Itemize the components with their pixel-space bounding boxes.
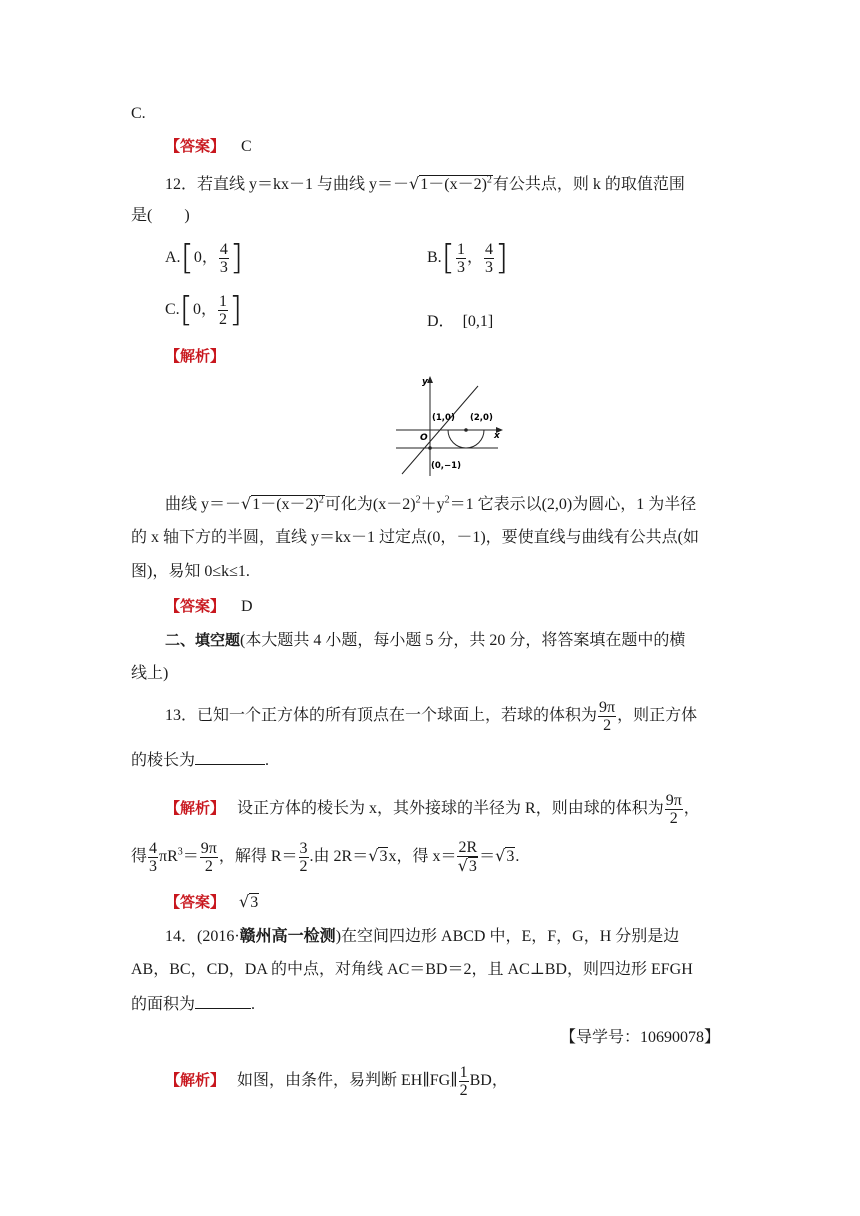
q13-solution-line1: 【解析】 设正方体的棱长为 x，其外接球的半径为 R，则由球的体积为 $\frac{9\pi}{2}$ ， [165,791,700,827]
right-bracket: ] [229,238,244,279]
fraction: $\frac{1}{2}$ [218,292,227,328]
sqrt-icon: √ [409,174,420,193]
q13-answer [165,892,259,913]
option-a [165,238,243,278]
q13-stem-line2: 的棱长为 . [131,752,270,769]
question-number: 12． [165,176,198,193]
answer-value: D [241,598,253,615]
answer-value: C [241,138,252,155]
x-axis-label: x [494,431,500,441]
option-c-line: C. [131,105,146,122]
fraction: $\frac{1}{2}$ [459,1063,468,1099]
fraction: $\frac{1}{3}$ [456,240,465,276]
analysis-label: 【解析】 [165,799,226,817]
stem-text: 若直线 y＝kx－1 与曲线 y＝－ [197,176,410,193]
sqrt-icon: √ [241,494,252,513]
q12-solution-line2: 的 x 轴下方的半圆，直线 y＝kx－1 过定点(0，－1)，要使直线与曲线有公共点(如 [131,529,699,546]
right-bracket: ] [494,238,509,279]
q13-stem-line1: 13．已知一个正方体的所有顶点在一个球面上，若球的体积为 $\frac{9\pi}{2}$ ，则正方体 [165,698,698,734]
q12-stem-line2: 是( ) [131,207,190,224]
intercept-point [428,446,432,450]
point-label-0-neg1: (0,−1) [431,461,461,471]
section-heading [165,630,685,651]
fraction: $\frac{9\pi}{2}$ [599,698,616,734]
q12-solution-line1: 曲线 $y=-√1-(x-2)^2$可化为$(x-2)^2+y^2=1$ 它表示以(2,0)为圆心，1 为半径 [165,494,697,513]
q13-solution-line2: 得 $\frac{4}{3}$ $\pi R^3=$ $\frac{9\pi}{2}$ ，解得 R＝ $\frac{3}{2}$ .由 2R＝√3x，得 x＝ $\frac{2R}{√3}$ ＝√3. [131,839,520,876]
center-point [464,428,468,432]
option-b: B.[ $\frac{1}{3}$ ， $\frac{4}{3}$ ] [427,238,509,279]
section-title: 二、填空题 [165,631,241,649]
option-letter: B. [427,249,442,266]
origin-label: O [420,433,428,443]
parallel-equal-icon: ∥ [422,1072,430,1089]
right-bracket: ] [228,290,243,331]
lower-semicircle [448,430,484,448]
q12-analysis-label: 【解析】 [165,347,226,365]
option-letter: A. [165,249,181,266]
sqrt-icon: √ [495,846,506,865]
answer-label: 【答案】 [165,137,226,155]
fraction: $\frac{4}{3}$ [219,240,228,276]
section-description-line2: 线上) [131,665,169,682]
stem-text: 有公共点，则 k 的取值范围 [492,176,685,193]
option-c [165,290,242,330]
fraction: $\frac{4}{3}$ [484,240,493,276]
q12-stem-line1 [165,174,685,195]
q12-answer [165,596,253,617]
parallel-equal-icon: ∥ [450,1072,458,1089]
answer-label: 【答案】 [165,597,226,615]
question-number: 13． [165,707,198,724]
fraction: $\frac{9\pi}{2}$ [665,791,682,827]
sqrt-icon: √ [457,856,468,876]
answer-blank[interactable] [195,750,265,765]
y-axis-arrow-icon [427,376,433,383]
option-letter: D． [427,313,455,330]
left-bracket: [ [179,290,193,331]
option-letter: C. [165,301,180,318]
sqrt-icon: √ [368,846,379,865]
semicircle-figure [394,374,506,478]
answer-blank[interactable] [195,994,251,1009]
q14-stem-line1: 14．(2016·赣州高一检测)在空间四边形 ABCD 中，E，F，G，H 分别是边 [165,926,680,945]
q14-stem-line3: 的面积为 . [131,996,256,1013]
sqrt-icon: √ [239,892,250,911]
source-place: 赣州高一检测 [239,926,336,945]
q14-solution-line1: 【解析】 如图，由条件，易判断 EH∥FG∥ $\frac{1}{2}$ BD， [165,1063,508,1099]
q12-solution-line3: 图)，易知 0≤k≤1. [131,563,250,580]
section-description: (本大题共 4 小题，每小题 5 分，共 20 分，将答案填在题中的横 [240,632,686,649]
sqrt-expression: $1-(x-2)^2$ [420,174,492,193]
guide-number: 【导学号：10690078】 [560,1029,721,1046]
left-bracket: [ [180,238,194,279]
answer-label: 【答案】 [165,893,226,911]
option-d [427,312,493,332]
option-value: [0,1] [462,313,494,330]
interval-lower: 0， [192,301,217,318]
point-label-2-0: (2,0) [470,413,493,423]
interval-lower: 0， [193,249,218,266]
analysis-label: 【解析】 [165,1071,226,1089]
y-axis-label: y [422,377,428,387]
point-label-1-0: (1,0) [432,413,455,423]
answer-value: 3 [250,894,259,911]
question-number: 14． [165,928,198,945]
q14-stem-line2: AB，BC，CD，DA 的中点，对角线 AC＝BD＝2，且 AC⊥BD，则四边形 EFGH [131,961,693,978]
left-bracket: [ [441,238,455,279]
q11-answer [165,136,252,157]
